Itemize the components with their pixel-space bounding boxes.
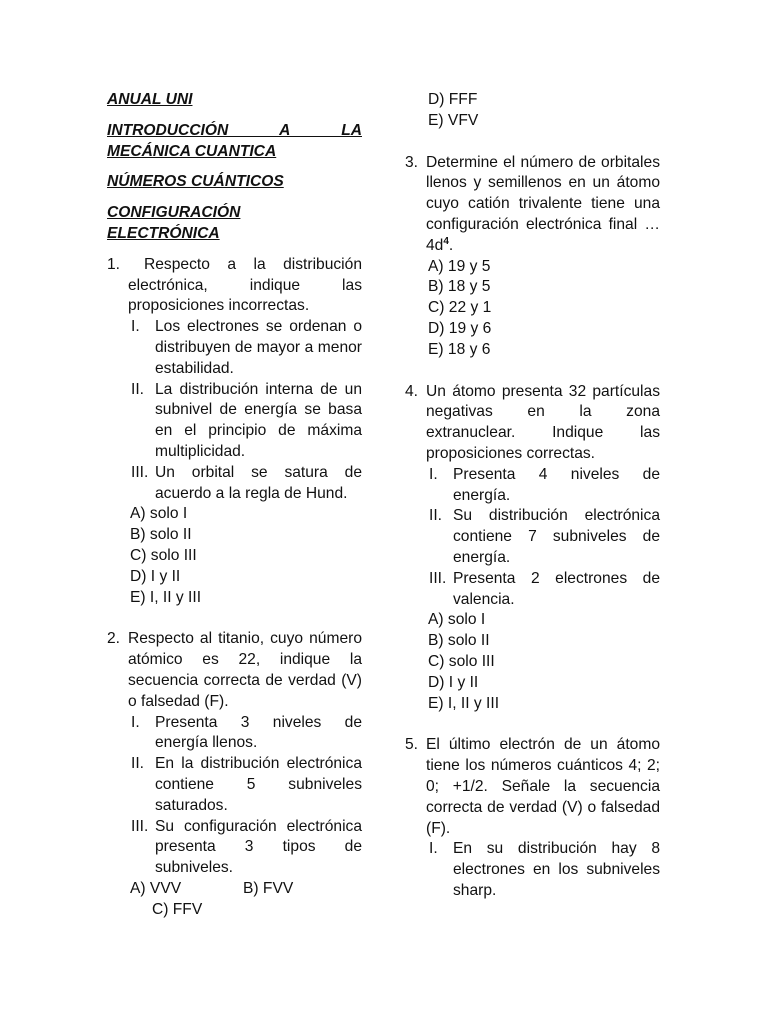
roman-numeral: II.	[131, 380, 144, 398]
question-number: 4.	[405, 382, 419, 400]
option-b: B) solo II	[428, 632, 490, 650]
stem-end: .	[448, 236, 454, 254]
option-a: A) solo I	[428, 611, 486, 629]
proposition-text: Su distribución electrónica contiene 7 subniveles de energía.	[453, 507, 660, 566]
proposition-text: Presenta 3 niveles de energía llenos.	[155, 713, 362, 752]
question-5	[405, 735, 660, 901]
question-2	[107, 629, 362, 920]
question-number: 1.	[107, 255, 121, 273]
question-3	[405, 153, 660, 361]
question-stem: Respecto al titanio, cuyo número atómico es 22, indique la secuencia correcta de verdad (V) o falsedad (F).	[128, 630, 362, 710]
proposition-item	[426, 569, 660, 611]
roman-numeral: III.	[131, 463, 149, 481]
option-d: D) I y II	[130, 567, 181, 585]
option-c: C) solo III	[428, 652, 495, 670]
roman-numeral: I.	[429, 840, 438, 858]
proposition-item	[426, 839, 660, 901]
question-stem: Respecto a la distribución electrónica, indique las proposiciones incorrectas.	[128, 255, 362, 315]
option-c: C) 22 y 1	[428, 299, 492, 317]
option-a: A) solo I	[130, 505, 188, 523]
roman-numeral: III.	[131, 817, 149, 835]
option-c: C) solo III	[130, 546, 197, 564]
answer-options-continued	[405, 90, 660, 132]
proposition-item	[128, 380, 362, 463]
heading-introduccion-line2: MECÁNICA CUANTICA	[107, 142, 277, 160]
proposition-text: En la distribución electrónica contiene 5 subniveles saturados.	[155, 755, 362, 814]
option-b: B) FVV	[243, 879, 294, 897]
right-column	[405, 90, 660, 902]
option-a: A) 19 y 5	[428, 257, 491, 275]
proposition-text: Los electrones se ordenan o distribuyen de mayor a menor estabilidad.	[155, 318, 362, 377]
proposition-text: Un orbital se satura de acuerdo a la regla de Hund.	[155, 463, 362, 502]
heading-configuracion: CONFIGURACIÓN ELECTRÓNICA	[107, 204, 241, 242]
question-4	[405, 382, 660, 715]
question-stem: El último electrón de un átomo tiene los números cuánticos 4; 2; 0; +1/2. Señale la secuencia correcta de verdad (V) o falsedad (F).	[426, 736, 660, 837]
proposition-item	[128, 713, 362, 755]
proposition-list	[426, 839, 660, 901]
left-column	[107, 90, 362, 921]
question-stem-text: Determine el número de orbitales llenos y semillenos en un átomo cuyo catión trivalente tiene una configuración electrónica final …4d	[426, 153, 660, 254]
heading-introduccion	[107, 121, 362, 163]
option-d: D) 19 y 6	[428, 319, 492, 337]
proposition-item	[128, 754, 362, 816]
proposition-item	[426, 465, 660, 507]
option-e: E) 18 y 6	[428, 340, 491, 358]
option-b: B) 18 y 5	[428, 278, 491, 296]
proposition-item	[128, 817, 362, 879]
option-b: B) solo II	[130, 526, 192, 544]
question-stem	[426, 153, 660, 257]
option-d: D) I y II	[428, 673, 479, 691]
proposition-text: Su configuración electrónica presenta 3 tipos de subniveles.	[155, 817, 362, 877]
proposition-item	[128, 463, 362, 505]
option-a: A) VVV	[130, 879, 182, 897]
option-e: E) I, II y III	[428, 694, 500, 712]
answer-options	[426, 610, 660, 714]
proposition-list	[426, 465, 660, 611]
roman-numeral: II.	[131, 755, 144, 773]
roman-numeral: I.	[429, 465, 438, 483]
answer-options-row	[128, 879, 362, 900]
spacer	[107, 608, 362, 629]
question-stem: Un átomo presenta 32 partículas negativas en la zona extranuclear. Indique las proposiciones correctas.	[426, 382, 660, 462]
proposition-item	[426, 506, 660, 568]
option-e: E) I, II y III	[130, 588, 202, 606]
roman-numeral: I.	[131, 713, 140, 731]
answer-options	[107, 504, 362, 608]
proposition-text: Presenta 2 electrones de valencia.	[453, 569, 660, 608]
heading-numeros-cuanticos: NÚMEROS CUÁNTICOS	[107, 173, 284, 191]
question-number: 3.	[405, 153, 419, 171]
proposition-list	[128, 317, 362, 504]
option-e: E) VFV	[428, 111, 479, 129]
heading-introduccion-line1: INTRODUCCIÓN A LA	[107, 121, 362, 139]
question-number: 2.	[107, 630, 121, 648]
option-c: C) FFV	[152, 900, 203, 918]
proposition-text: La distribución interna de un subnivel de energía se basa en el principio de máxima multiplicidad.	[155, 380, 362, 460]
proposition-list	[128, 713, 362, 879]
heading-anual-uni: ANUAL UNI	[107, 91, 193, 108]
roman-numeral: I.	[131, 318, 140, 336]
question-1	[107, 255, 362, 609]
option-d: D) FFF	[428, 91, 478, 108]
roman-numeral: II.	[429, 507, 442, 525]
answer-options	[426, 257, 660, 361]
proposition-text: Presenta 4 niveles de energía.	[453, 465, 660, 504]
proposition-text: En su distribución hay 8 electrones en los subniveles sharp.	[453, 840, 660, 899]
roman-numeral: III.	[429, 569, 447, 587]
question-number: 5.	[405, 736, 419, 754]
spacer	[405, 361, 660, 382]
spacer	[405, 714, 660, 735]
superscript: 4	[443, 235, 449, 247]
proposition-item	[128, 317, 362, 379]
spacer	[405, 132, 660, 153]
